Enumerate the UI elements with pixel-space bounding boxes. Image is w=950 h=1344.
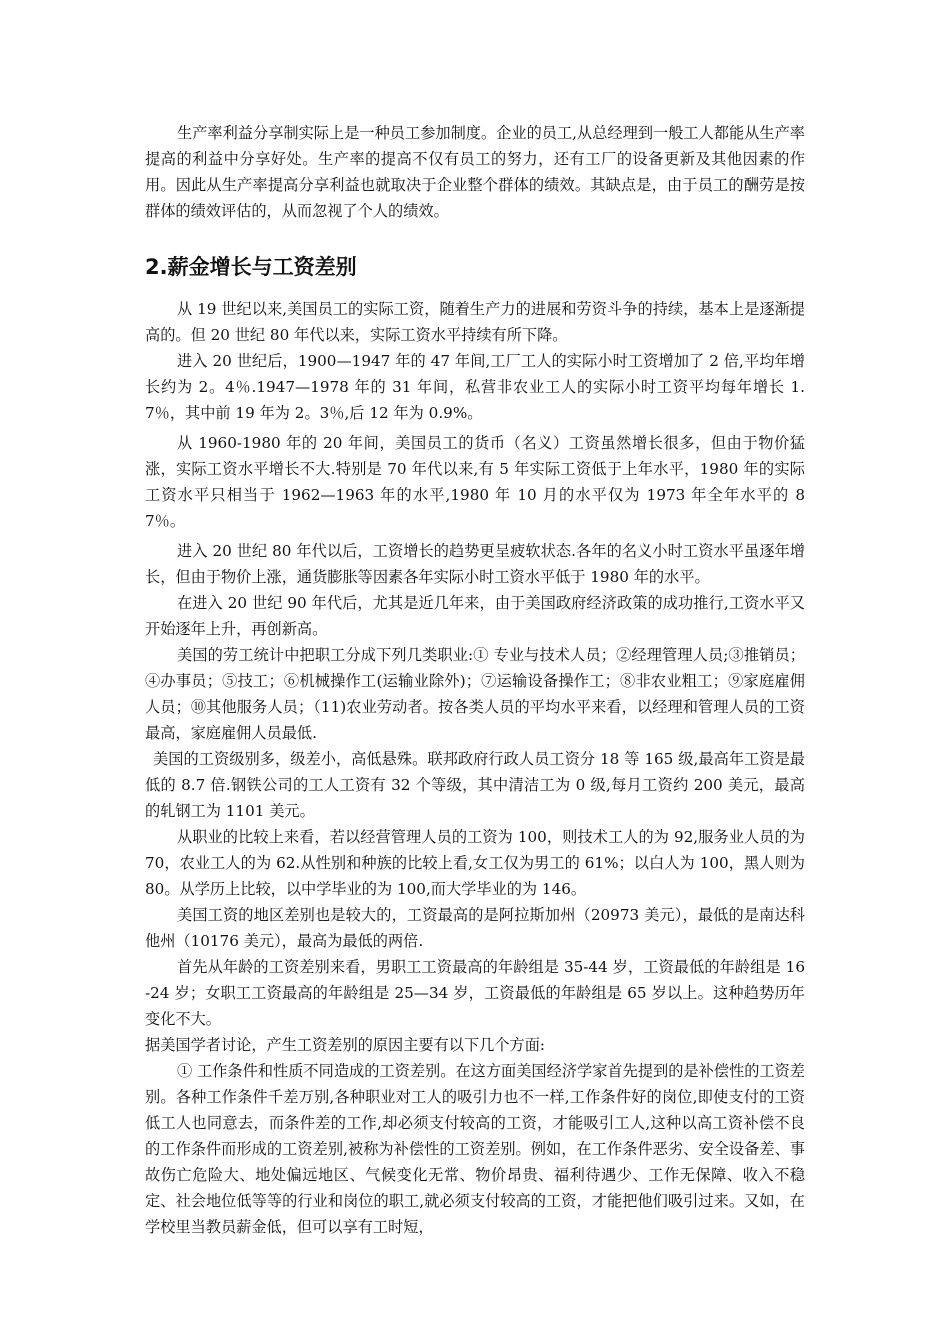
paragraph-1980s: 进入 20 世纪 80 年代以后，工资增长的趋势更呈疲软状态.各年的名义小时工资水平虽逐年增长，但由于物价上涨，通货膨胀等因素各年实际小时工资水平低于 1980 年的水平。 [145, 542, 805, 586]
paragraph-age-difference: 首先从年龄的工资差别来看，男职工工资最高的年龄组是 35-44 岁，工资最低的年龄组是 16-24 岁；女职工工资最高的年龄组是 25—34 岁，工资最低的年龄组是 65 岁以上。这种趋势历年变化不大。 [145, 958, 805, 1028]
paragraph-causes-intro: 据美国学者讨论，产生工资差别的原因主要有以下几个方面: [145, 1036, 545, 1054]
intro-paragraph: 生产率利益分享制实际上是一种员工参加制度。企业的员工,从总经理到一般工人都能从生产率提高的利益中分享好处。生产率的提高不仅有员工的努力，还有工厂的设备更新及其他因素的作用。因此从生产率提高分享利益也就取决于企业整个群体的绩效。其缺点是，由于员工的酬劳是按群体的绩效评估的，从而忽视了个人的绩效。 [145, 124, 805, 220]
section-heading: 2.薪金增长与工资差别 [145, 255, 357, 279]
paragraph-1960-1980: 从 1960-1980 年的 20 年间，美国员工的货币（名义）工资虽然增长很多，但由于物价猛涨，实际工资水平增长不大.特别是 70 年代以来,有 5 年实际工资低于上年水平，1980 年的实际工资水平只相当于 1962—1963 年的水平,1980 年 10 月的水平仅为 1973 年全年水平的 87％。 [145, 434, 805, 530]
paragraph-wage-grades: 美国的工资级别多，级差小，高低悬殊。联邦政府行政人员工资分 18 等 165 级,最高年工资是最低的 8.7 倍.钢铁公司的工人工资有 32 个等级，其中清洁工为 0 级,每月工资约 200 美元，最高的轧钢工为 1101 美元。 [145, 750, 805, 820]
paragraph-regional-difference: 美国工资的地区差别也是较大的，工资最高的是阿拉斯加州（20973 美元），最低的是南达科他州（10176 美元），最高为最低的两倍. [145, 906, 805, 950]
paragraph-20th-century: 进入 20 世纪后，1900—1947 年的 47 年间,工厂工人的实际小时工资增加了 2 倍,平均年增长约为 2。4％.1947—1978 年的 31 年间，私营非农业工人的实际小时工资平均每年增长 1.7％，其中前 19 年为 2。3％,后 12 年为 0.9%。 [145, 352, 805, 422]
paragraph-occupation-comparison: 从职业的比较上来看，若以经营管理人员的工资为 100，则技术工人的为 92,服务业人员的为 70，农业工人的为 62.从性别和种族的比较上看,女工仅为男工的 61%；以白人为 100，黑人则为 80。从学历上比较，以中学毕业的为 100,而大学毕业的为 146。 [145, 828, 805, 898]
paragraph-cause-working-conditions: ① 工作条件和性质不同造成的工资差别。在这方面美国经济学家首先提到的是补偿性的工资差别。各种工作条件千差万别,各种职业对工人的吸引力也不一样,工作条件好的岗位,即使支付的工资低工人也同意去，而条件差的工作,却必须支付较高的工资，才能吸引工人,这种以高工资补偿不良的工作条件而形成的工资差别,被称为补偿性的工资差别。例如，在工作条件恶劣、安全设备差、事故伤亡危险大、地处偏远地区、气候变化无常、物价昂贵、福利待遇少、工作无保障、收入不稳定、社会地位低等等的行业和岗位的职工,就必须支付较高的工资，才能把他们吸引过来。又如，在学校里当教员薪金低，但可以享有工时短， [145, 1062, 805, 1236]
paragraph-occupation-categories: 美国的劳工统计中把职工分成下列几类职业:① 专业与技术人员；②经理管理人员;③推销员；④办事员；⑤技工；⑥机械操作工(运输业除外)；⑦运输设备操作工；⑧非农业粗工；⑨家庭雇佣人员；⑩其他服务人员；（11)农业劳动者。按各类人员的平均水平来看，以经理和管理人员的工资最高，家庭雇佣人员最低. [145, 646, 805, 742]
document-page [145, 120, 805, 1240]
paragraph-wage-history: 从 19 世纪以来,美国员工的实际工资，随着生产力的进展和劳资斗争的持续，基本上是逐渐提高的。但 20 世纪 80 年代以来，实际工资水平持续有所下降。 [145, 300, 805, 344]
paragraph-1990s: 在进入 20 世纪 90 年代后，尤其是近几年来，由于美国政府经济政策的成功推行,工资水平又开始逐年上升，再创新高。 [145, 594, 805, 638]
